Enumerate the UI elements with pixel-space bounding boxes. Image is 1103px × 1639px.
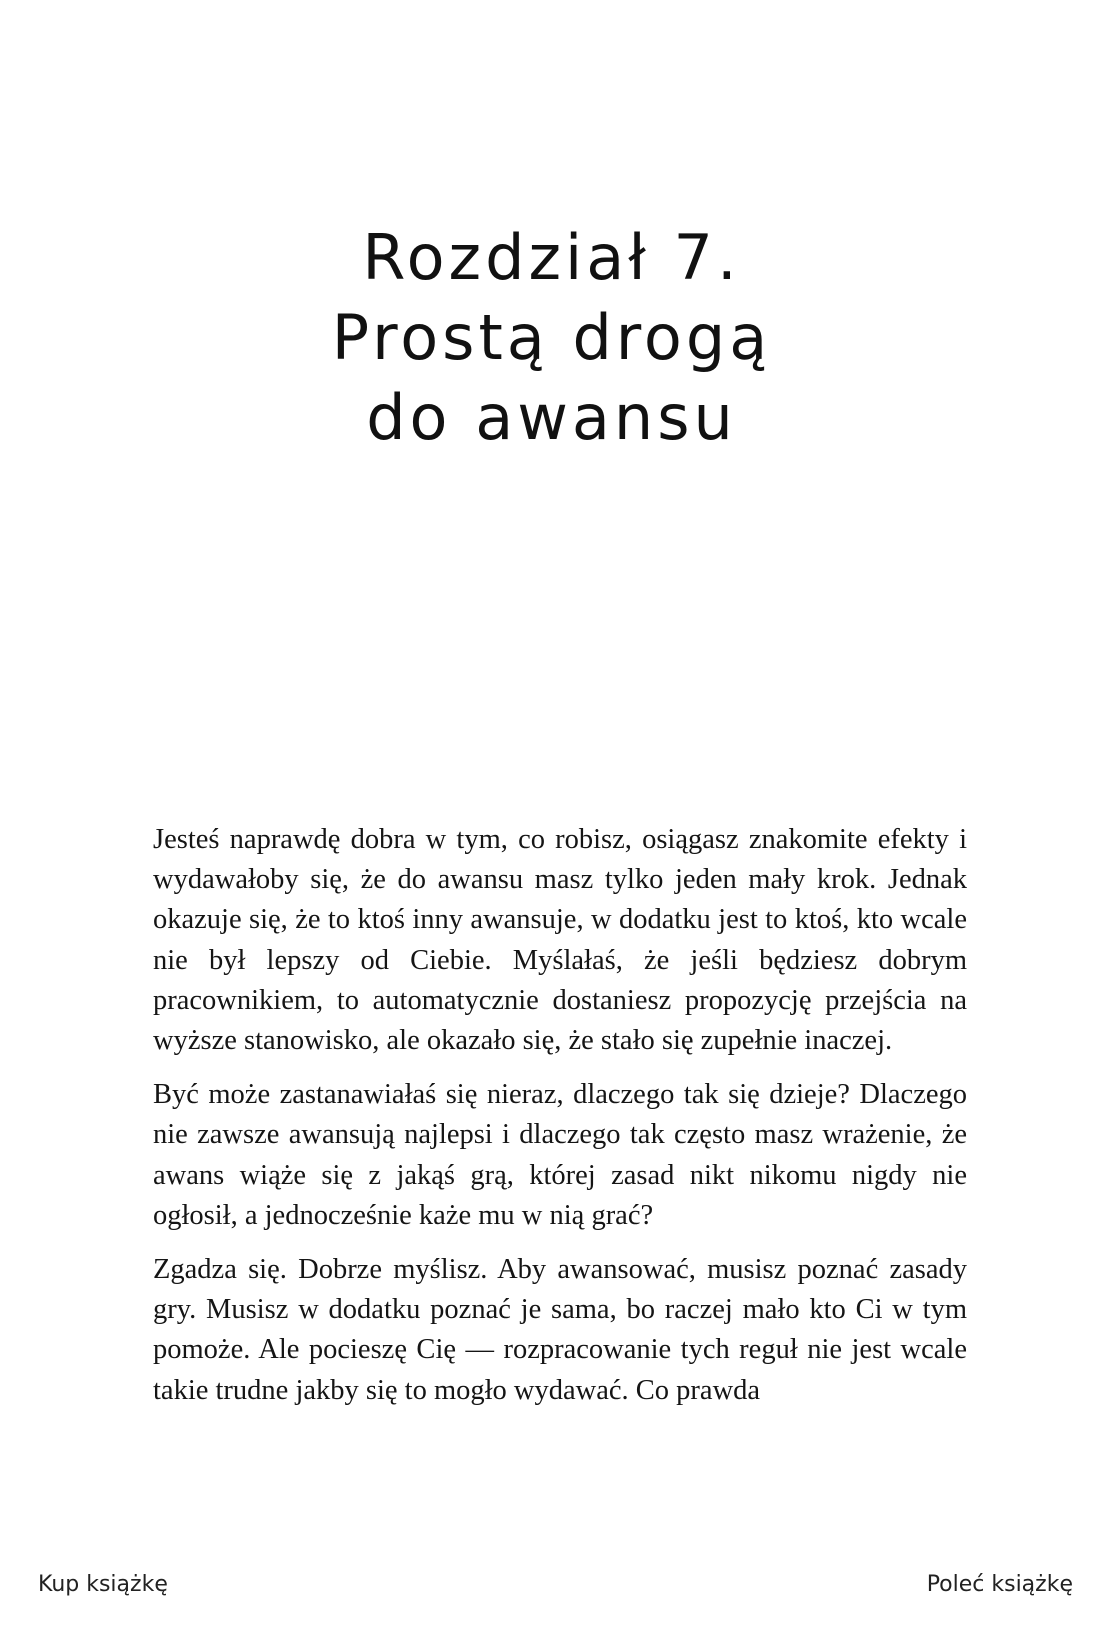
chapter-title-line-3: do awansu xyxy=(366,381,737,454)
paragraph-1: Jesteś naprawdę dobra w tym, co robisz, osiągasz znakomite efekty i wydawałoby się, że do awansu masz tylko jeden mały krok. Jednak okazuje się, że to ktoś inny awansuje, w dodatku jest to ktoś, kto wcale nie był lepszy od Ciebie. Myślałaś, że jeśli będziesz dobrym pracownikiem, to automatycznie dostaniesz propozycję przejścia na wyższe stanowisko, ale okazało się, że stało się zupełnie inaczej. xyxy=(153,824,967,1057)
recommend-book-link[interactable]: Poleć książkę xyxy=(926,1572,1073,1597)
chapter-title-line-2: Prostą drogą xyxy=(331,301,772,374)
chapter-title xyxy=(0,218,1103,458)
paragraph-2: Być może zastanawiałaś się nieraz, dlaczego tak się dzieje? Dlaczego nie zawsze awansują najlepsi i dlaczego tak często masz wrażenie, że awans wiąże się z jakąś grą, której zasad nikt nikomu nigdy nie ogłosił, a jednocześnie każe mu w nią grać? xyxy=(153,1079,967,1231)
body-text xyxy=(153,820,967,1425)
paragraph-3: Zgadza się. Dobrze myślisz. Aby awansować, musisz poznać zasady gry. Musisz w dodatku poznać je sama, bo raczej mało kto Ci w tym pomoże. Ale pocieszę Cię — rozpracowanie tych reguł nie jest wcale takie trudne jakby się to mogło wydawać. Co prawda xyxy=(153,1254,967,1406)
chapter-title-line-1: Rozdział 7. xyxy=(362,221,741,294)
buy-book-link[interactable]: Kup książkę xyxy=(38,1572,168,1597)
